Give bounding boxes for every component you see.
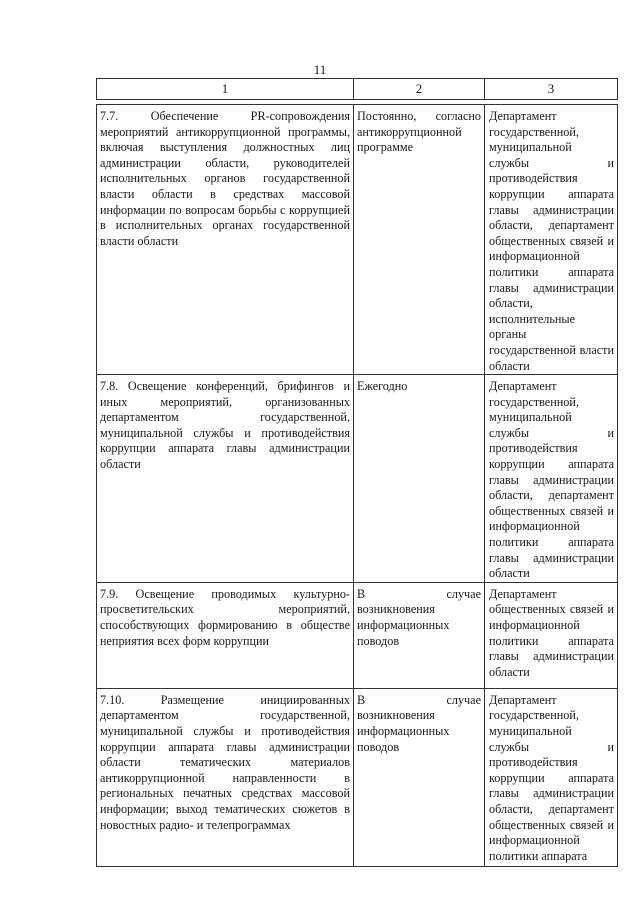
measures-table bbox=[96, 104, 618, 867]
term-cell bbox=[354, 375, 485, 583]
term-text: Ежегодно bbox=[357, 379, 408, 394]
measure-text: 7.9. Освещение проводимых культурно-просветительских мероприятий, способствующих формированию в обществе неприятия всех форм коррупции bbox=[100, 586, 350, 648]
executor-text: Департамент государственной, муниципальной службы и противодействия коррупции аппарата главы администрации области, департамент общественных связей и информационной политики аппарата bbox=[489, 692, 614, 863]
page-number: 11 bbox=[313, 62, 327, 77]
table-row bbox=[97, 582, 618, 688]
measure-cell bbox=[97, 688, 354, 866]
table-row bbox=[97, 688, 618, 866]
executor-cell bbox=[485, 375, 618, 583]
measure-cell bbox=[97, 105, 354, 375]
term-cell bbox=[354, 688, 485, 866]
measure-cell bbox=[97, 582, 354, 688]
column-number-2: 2 bbox=[354, 79, 485, 100]
executor-cell bbox=[485, 582, 618, 688]
executor-text: Департамент государственной, муниципальной службы и противодействия коррупции аппарата главы администрации области, департамент общественных связей и информационной политики аппарата главы администрации области, исполнительные органы государственной власти области bbox=[489, 109, 614, 373]
term-text: Постоянно, согласно антикоррупционной программе bbox=[357, 109, 481, 155]
measure-text: 7.8. Освещение конференций, брифингов и иных мероприятий, организованных департаментом государственной, муниципальной службы и противодействия коррупции аппарата главы администрации области bbox=[100, 379, 350, 472]
column-number-row bbox=[97, 79, 618, 100]
executor-cell bbox=[485, 105, 618, 375]
measure-cell bbox=[97, 375, 354, 583]
measure-text: 7.7. Обеспечение PR-сопровождения мероприятий антикоррупционной программы, включая выступления должностных лиц администрации области, руководителей исполнительных органов государственной власти области в средствах массовой информации по вопросам борьбы с коррупцией в исполнительных органах государственной власти области bbox=[100, 109, 350, 248]
executor-text: Департамент государственной, муниципальной службы и противодействия коррупции аппарата главы администрации области, департамент общественных связей и информационной политики аппарата главы администрации области bbox=[489, 379, 614, 581]
column-header-table bbox=[96, 78, 618, 100]
table-row bbox=[97, 105, 618, 375]
term-text: В случае возникновения информационных поводов bbox=[357, 692, 481, 754]
executor-text: Департамент общественных связей и информационной политики аппарата главы администрации области bbox=[489, 586, 614, 679]
term-cell bbox=[354, 105, 485, 375]
table-row bbox=[97, 375, 618, 583]
column-number-3: 3 bbox=[485, 79, 618, 100]
measure-text: 7.10. Размещение инициированных департаментом государственной, муниципальной службы и противодействия коррупции аппарата главы администрации области тематических материалов антикоррупционной направленности в региональных печатных средствах массовой информации; выход тематических сюжетов в новостных радио- и телепрограммах bbox=[100, 692, 350, 832]
term-text: В случае возникновения информационных поводов bbox=[357, 586, 481, 648]
term-cell bbox=[354, 582, 485, 688]
column-number-1: 1 bbox=[97, 79, 354, 100]
executor-cell bbox=[485, 688, 618, 866]
